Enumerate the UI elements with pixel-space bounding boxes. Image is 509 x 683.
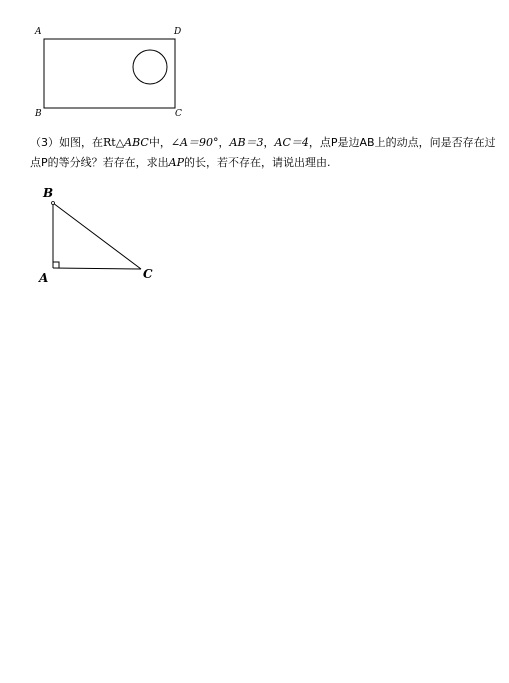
problem-text [30,133,505,173]
problem-line-1: （3）如图，在Rt△ABC中，∠A＝90°，AB＝3，AC＝4，点P是边AB上的动点，问是否存在过 [30,136,496,149]
circle-shape [133,50,167,84]
rectangle-abcd [44,39,175,108]
label-d: D [174,27,182,37]
given-ac: AC＝4 [274,136,309,149]
problem-line-2: 点P的等分线？若存在，求出AP的长，若不存在，请说出理由. [30,156,331,169]
tri-label-a: A [39,271,49,285]
tri-label-b: B [43,186,54,200]
label-c: C [175,109,182,119]
side-bc [53,203,141,269]
triangle-figure [52,202,142,270]
given-angle: ∠A＝90° [170,136,219,149]
vertex-b-dot [52,202,55,205]
right-angle-mark [53,262,59,268]
triangle-symbol: △ [115,136,125,149]
given-ab: AB＝3 [229,136,264,149]
label-b: B [35,109,42,119]
side-ac [53,268,141,269]
tri-label-c: C [143,267,153,281]
label-a: A [35,27,42,37]
